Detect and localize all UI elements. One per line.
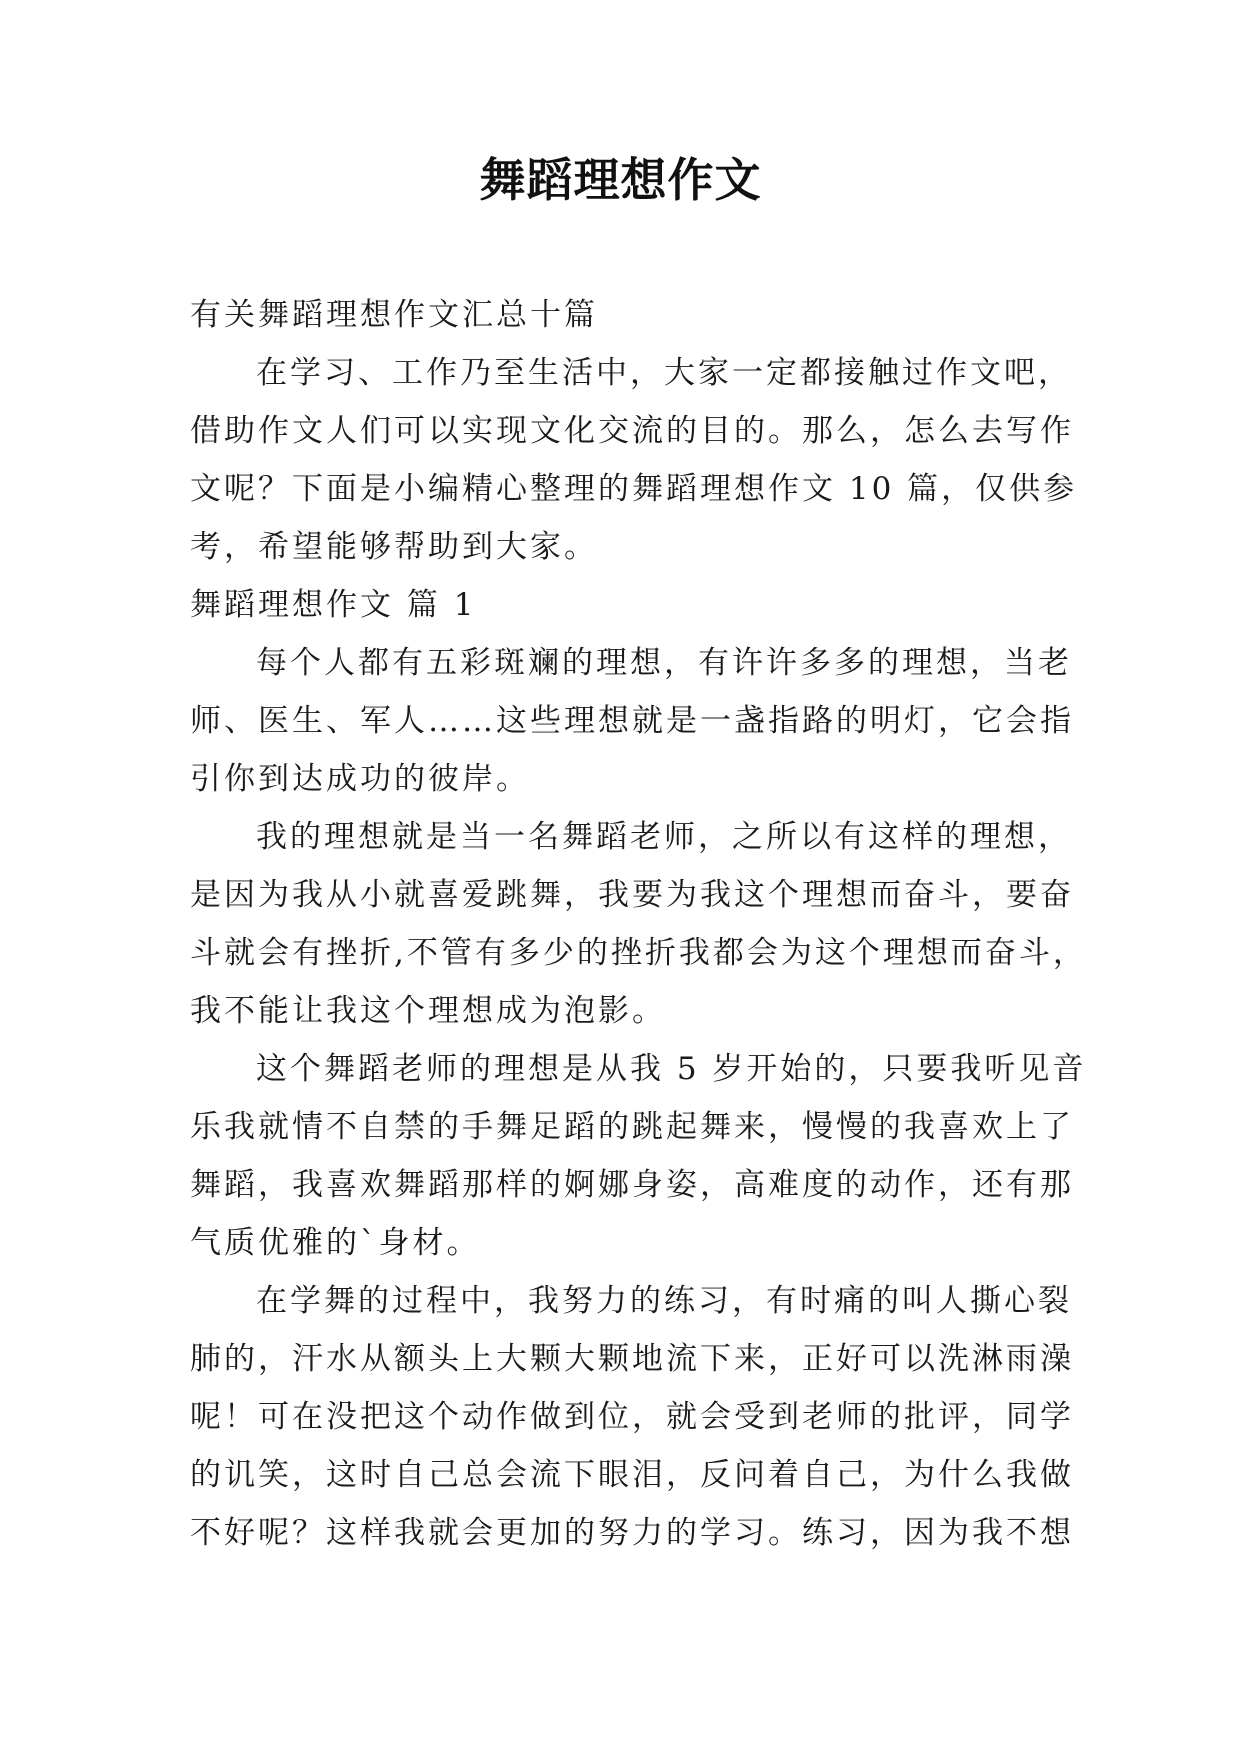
text-line: 在学习、工作乃至生活中，大家一定都接触过作文吧， xyxy=(256,355,1072,391)
text-line: 每个人都有五彩斑斓的理想，有许许多多的理想，当老 xyxy=(256,645,1072,681)
document-body xyxy=(190,286,1087,1562)
paragraph-4 xyxy=(190,1272,1074,1562)
intro-paragraph xyxy=(190,344,1078,576)
text-line: 斗就会有挫折,不管有多少的挫折我都会为这个理想而奋斗， xyxy=(190,935,1087,971)
text-line: 借助作文人们可以实现文化交流的目的。那么，怎么去写作 xyxy=(190,413,1074,449)
text-line: 我不能让我这个理想成为泡影。 xyxy=(190,993,666,1029)
section-heading: 舞蹈理想作文 篇 1 xyxy=(190,587,477,623)
text-line: 考，希望能够帮助到大家。 xyxy=(190,529,598,565)
text-line: 师、医生、军人……这些理想就是一盏指路的明灯，它会指 xyxy=(190,703,1074,739)
text-line: 肺的，汗水从额头上大颗大颗地流下来，正好可以洗淋雨澡 xyxy=(190,1341,1074,1377)
text-line: 在学舞的过程中，我努力的练习，有时痛的叫人撕心裂 xyxy=(256,1283,1072,1319)
document-subtitle: 有关舞蹈理想作文汇总十篇 xyxy=(190,297,598,333)
document-title: 舞蹈理想作文 xyxy=(479,153,762,207)
text-line: 不好呢？这样我就会更加的努力的学习。练习，因为我不想 xyxy=(190,1515,1074,1551)
text-line: 这个舞蹈老师的理想是从我 5 岁开始的，只要我听见音 xyxy=(256,1051,1087,1087)
text-line: 的讥笑，这时自己总会流下眼泪，反问着自己，为什么我做 xyxy=(190,1457,1074,1493)
paragraph-2 xyxy=(190,808,1087,1040)
text-line: 是因为我从小就喜爱跳舞，我要为我这个理想而奋斗，要奋 xyxy=(190,877,1074,913)
text-line: 文呢？下面是小编精心整理的舞蹈理想作文 10 篇，仅供参 xyxy=(190,471,1078,507)
text-line: 引你到达成功的彼岸。 xyxy=(190,761,530,797)
paragraph-1 xyxy=(190,634,1074,808)
text-line: 舞蹈，我喜欢舞蹈那样的婀娜身姿，高难度的动作，还有那 xyxy=(190,1167,1074,1203)
text-line: 乐我就情不自禁的手舞足蹈的跳起舞来，慢慢的我喜欢上了 xyxy=(190,1109,1074,1145)
paragraph-3 xyxy=(190,1040,1087,1272)
text-line: 呢！可在没把这个动作做到位，就会受到老师的批评，同学 xyxy=(190,1399,1074,1435)
text-line: 我的理想就是当一名舞蹈老师，之所以有这样的理想， xyxy=(256,819,1072,855)
text-line: 气质优雅的`身材。 xyxy=(190,1225,481,1261)
